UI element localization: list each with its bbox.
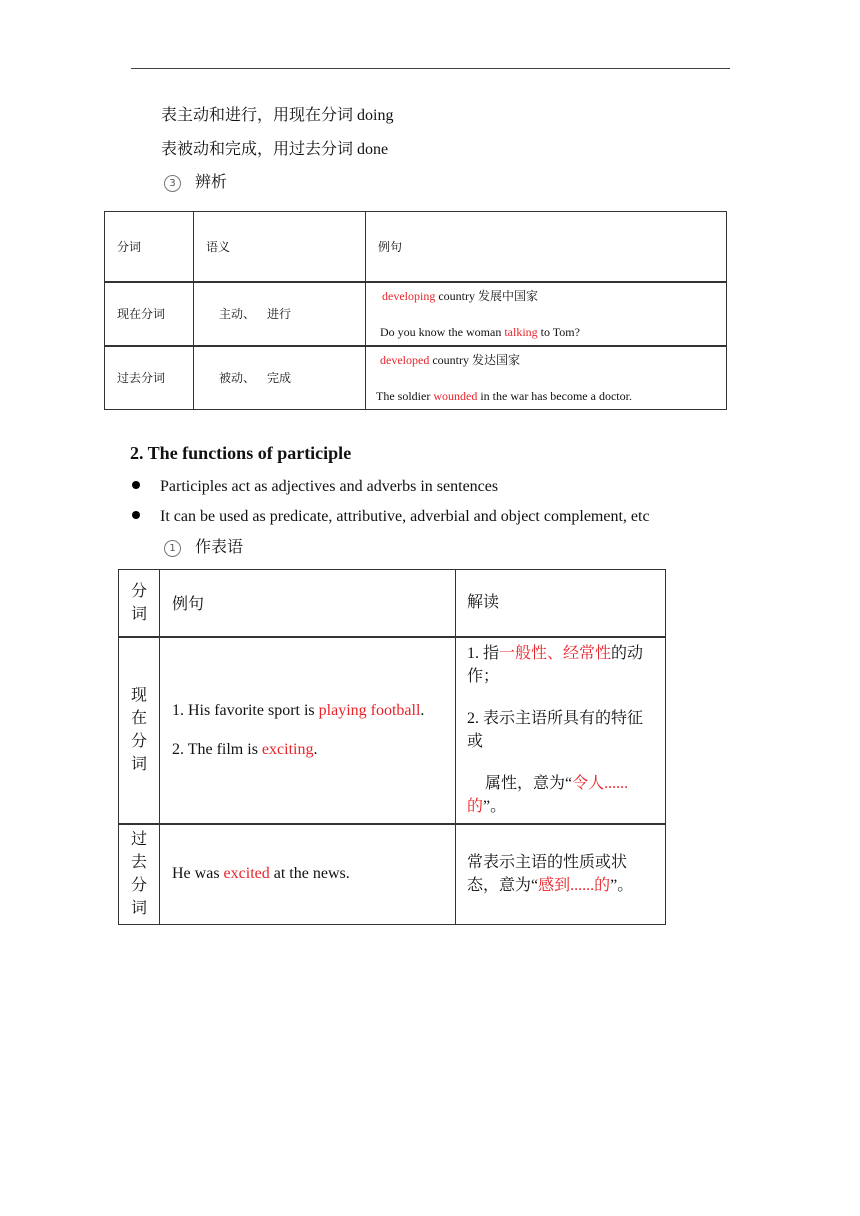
participle-type: 现 在 分 词 [119, 637, 160, 824]
section-heading: 2. The functions of participle [130, 443, 352, 463]
rule-line-1: 表主动和进行，用现在分词 doing [161, 107, 394, 124]
bullet-dot [132, 511, 140, 519]
highlight: 一般性、经常性 [499, 645, 612, 662]
participle-type: 现在分词 [105, 282, 194, 346]
header-cell: 分 词 [119, 570, 160, 637]
meaning-a: 主动、 [219, 307, 256, 321]
participle-comparison-table [104, 211, 727, 410]
circled-number: 1 [164, 540, 181, 557]
table-row [105, 212, 727, 282]
example-cell: He was excited at the news. [160, 824, 456, 925]
example-text: Do you know the woman [380, 324, 505, 339]
meaning-b: 进行 [267, 307, 292, 321]
section-3-label: 辨析 [195, 174, 228, 191]
note-1: 1. 指一般性、经常性的动作； [467, 645, 644, 685]
table-row [119, 637, 666, 824]
note-2: 2. 表示主语所具有的特征或 [467, 710, 644, 750]
example-2 [376, 389, 726, 403]
participle-type: 过 去 分 词 [119, 824, 160, 925]
table-row [119, 570, 666, 637]
bullet-dot [132, 481, 140, 489]
header-cell: 例句 [160, 570, 456, 637]
example-cell [160, 637, 456, 824]
highlight: 感到......的 [538, 877, 611, 895]
example-1 [376, 353, 726, 367]
example-2: 2. The film is exciting. [172, 740, 318, 758]
highlight: excited [223, 865, 270, 883]
example-text: in the war has become a doctor. [477, 388, 632, 403]
bullet-text: Participles act as adjectives and adverbs in sentences [160, 478, 499, 495]
highlight: developed [380, 352, 430, 367]
header-cell: 例句 [366, 212, 727, 282]
highlight: talking [504, 324, 538, 339]
example-1 [378, 289, 726, 303]
participle-type: 过去分词 [105, 346, 194, 410]
example-text: The soldier [376, 388, 434, 403]
circled-number: 3 [164, 175, 181, 192]
highlight: wounded [433, 388, 478, 403]
table-row [105, 346, 727, 410]
bullet-text: It can be used as predicate, attributive, adverbial and object complement, etc [160, 508, 650, 525]
explanation-cell: 常表示主语的性质或状态，意为“感到......的”。 [456, 824, 666, 925]
highlight: developing [382, 288, 436, 303]
example-text: country 发展中国家 [435, 288, 538, 303]
meaning-a: 被动、 [219, 371, 256, 386]
table-row [105, 282, 727, 346]
meaning-cell [194, 346, 366, 410]
header-rule [131, 68, 730, 69]
header-cell: 解读 [456, 570, 666, 637]
rule-line-2: 表被动和完成，用过去分词 done [161, 141, 389, 158]
bullet-item [132, 477, 498, 497]
meaning-cell [194, 282, 366, 346]
section-3-title [164, 173, 227, 193]
example-text: country 发达国家 [429, 352, 520, 367]
example-1: 1. His favorite sport is playing football. [172, 701, 425, 719]
explanation-cell [456, 637, 666, 824]
highlight: playing football [318, 701, 421, 719]
bullet-item [132, 507, 650, 527]
table-row [119, 824, 666, 925]
example-cell [366, 346, 727, 410]
example-cell [366, 282, 727, 346]
example-text: to Tom? [537, 324, 580, 339]
header-cell: 语义 [194, 212, 366, 282]
header-cell: 分词 [105, 212, 194, 282]
highlight: exciting [261, 740, 314, 758]
section-1-label: 作表语 [195, 539, 244, 556]
section-1-title [164, 538, 243, 558]
note-3: 属性，意为“令人......的”。 [467, 775, 629, 815]
highlight: 令人......的 [467, 775, 629, 815]
meaning-b: 完成 [267, 371, 292, 386]
predicative-usage-table [118, 569, 666, 925]
example-2 [378, 325, 726, 339]
